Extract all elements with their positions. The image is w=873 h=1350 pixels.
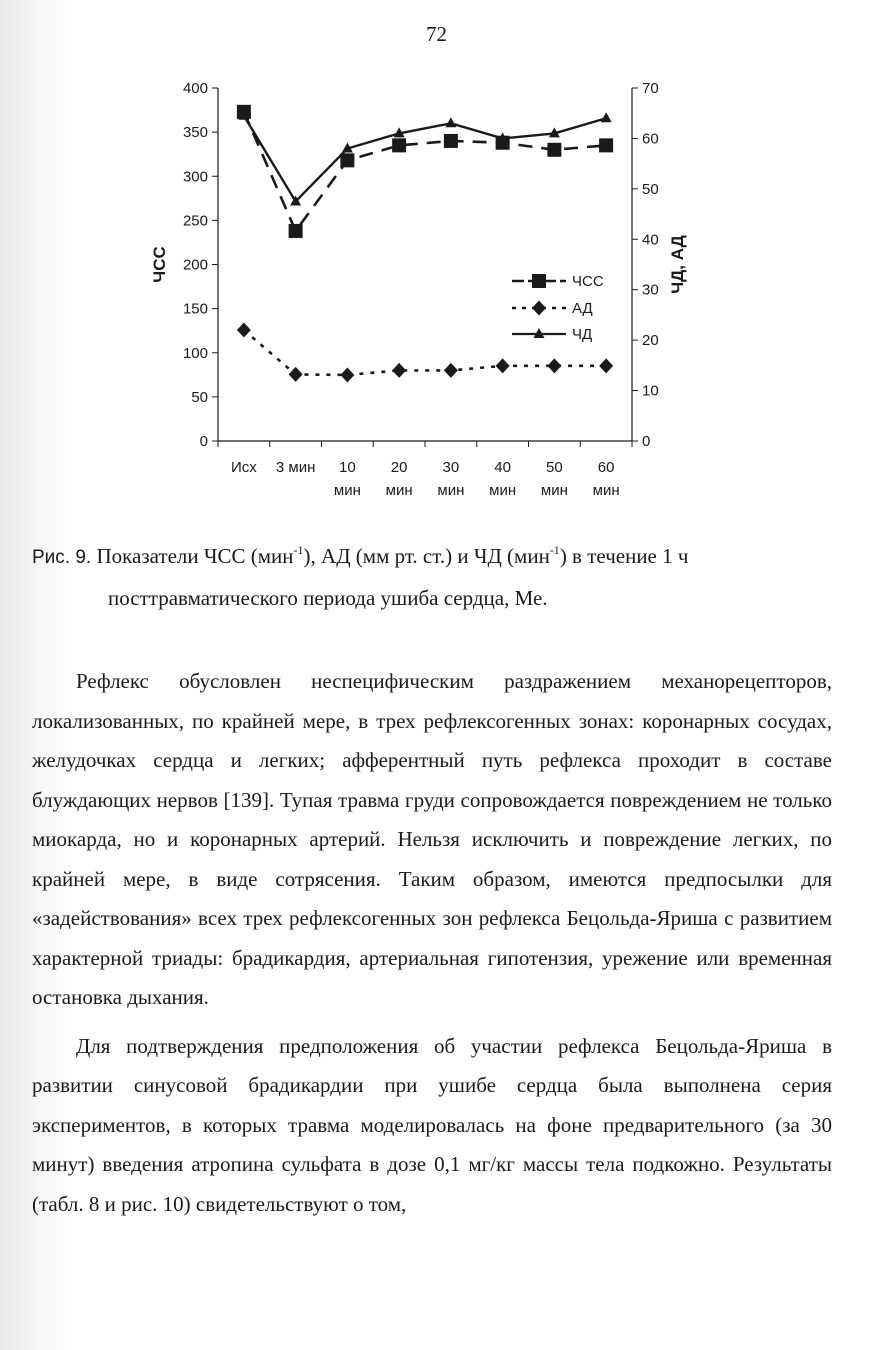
data-point-2-4 bbox=[445, 117, 456, 127]
data-point-0-6 bbox=[547, 143, 561, 157]
y-tick-label-left: 300 bbox=[182, 168, 208, 186]
legend-label-0: ЧСС bbox=[572, 273, 604, 290]
legend-marker-0 bbox=[532, 274, 546, 288]
x-tick-label: 10 bbox=[339, 459, 356, 476]
y-tick-label-right: 50 bbox=[642, 180, 659, 198]
caption-prefix: Рис. 9. bbox=[32, 547, 92, 568]
y-tick-label-right: 40 bbox=[642, 231, 659, 249]
caption-text-a: Показатели ЧСС (мин bbox=[91, 544, 294, 568]
paragraph-1: Рефлекс обусловлен неспецифическим раздражением механорецепторов, локализованных, по крайней мере, в трех рефлексогенных зонах: коронарных сосудах, желудочках сердца и легких; афферентный путь рефлекса проходит в составе блуждающих нервов [139]. Тупая травма груди сопровождается повреждением не только миокарда, но и коронарных артерий. Нельзя исключить и повреждение легких, по крайней мере, в виде сотрясения. Таким образом, имеются предпосылки для «задействования» всех трех рефлексогенных зон рефлекса Бецольда-Яриша с развитием характерной триады: брадикардия, артериальная гипотензия, урежение или временная остановка дыхания. bbox=[32, 669, 832, 1009]
data-point-1-7 bbox=[599, 358, 613, 373]
paragraph-2: Для подтверждения предположения об участии рефлекса Бецольда-Яриша в развитии синусовой брадикардии при ушибе сердца была выполнена серия экспериментов, в которых травма моделировалась на фоне предварительного (за 30 минут) введения атропина сульфата в дозе 0,1 мг/кг массы тела подкожно. Результаты (табл. 8 и рис. 10) свидетельствуют о том, bbox=[32, 1033, 832, 1216]
x-tick-label: 20 bbox=[390, 459, 408, 476]
y-tick-label-left: 200 bbox=[182, 256, 208, 274]
caption-sup-2: -1 bbox=[549, 543, 560, 557]
x-tick-label: 3 мин bbox=[275, 459, 316, 476]
caption-sup-1: -1 bbox=[293, 543, 304, 557]
data-point-0-2 bbox=[340, 153, 354, 167]
y-tick-label-left: 100 bbox=[182, 344, 208, 362]
caption-text-b: ), АД (мм рт. ст.) и ЧД (мин bbox=[303, 544, 550, 568]
y-axis-title-left: ЧСС bbox=[150, 246, 169, 283]
x-tick-label: 40 bbox=[494, 459, 511, 476]
y-tick-label-left: 350 bbox=[182, 124, 208, 142]
caption-text-c: ) в течение 1 ч bbox=[559, 544, 689, 568]
line-chart bbox=[140, 70, 700, 510]
x-tick-label: мин bbox=[540, 482, 568, 499]
x-tick-label: Исх bbox=[230, 459, 257, 476]
y-tick-label-left: 0 bbox=[199, 433, 208, 450]
data-point-2-7 bbox=[601, 112, 612, 122]
y-tick-label-left: 50 bbox=[191, 388, 208, 406]
figure-caption bbox=[32, 536, 842, 618]
data-point-0-7 bbox=[599, 138, 613, 152]
x-tick-label: мин bbox=[333, 482, 361, 499]
series-line-2 bbox=[244, 116, 606, 202]
legend-label-2: ЧД bbox=[572, 326, 593, 343]
x-tick-label: мин bbox=[437, 482, 465, 499]
data-point-0-3 bbox=[392, 138, 406, 152]
data-point-0-4 bbox=[444, 134, 458, 148]
data-point-1-1 bbox=[289, 367, 303, 382]
page-number: 72 bbox=[426, 22, 447, 46]
x-tick-label: 30 bbox=[442, 459, 460, 476]
y-tick-label-right: 10 bbox=[642, 382, 659, 400]
legend-label-1: АД bbox=[572, 300, 593, 317]
data-point-0-1 bbox=[289, 224, 303, 238]
y-tick-label-left: 250 bbox=[182, 212, 208, 230]
caption-line-2: посттравматического периода ушиба сердца, Ме. bbox=[108, 586, 548, 610]
x-tick-label: мин bbox=[385, 482, 413, 499]
data-point-1-2 bbox=[340, 367, 354, 382]
y-tick-label-left: 400 bbox=[182, 80, 208, 97]
data-point-1-5 bbox=[496, 358, 510, 373]
legend-marker-1 bbox=[532, 301, 546, 316]
y-tick-label-right: 20 bbox=[642, 332, 659, 350]
x-tick-label: 60 bbox=[597, 459, 615, 476]
data-point-1-0 bbox=[237, 323, 251, 338]
series-line-0 bbox=[244, 112, 606, 231]
x-tick-label: 50 bbox=[546, 459, 563, 476]
data-point-1-6 bbox=[547, 358, 561, 373]
x-tick-label: мин bbox=[592, 482, 620, 499]
y-tick-label-left: 150 bbox=[182, 300, 208, 318]
body-text bbox=[32, 662, 832, 1224]
y-tick-label-right: 70 bbox=[642, 80, 659, 97]
y-tick-label-right: 60 bbox=[642, 130, 659, 148]
data-point-1-4 bbox=[444, 363, 458, 378]
y-axis-title-right: ЧД, АД bbox=[668, 235, 687, 294]
data-point-1-3 bbox=[392, 363, 406, 378]
y-tick-label-right: 0 bbox=[642, 433, 651, 450]
y-tick-label-right: 30 bbox=[642, 281, 659, 299]
x-tick-label: мин bbox=[489, 482, 517, 499]
